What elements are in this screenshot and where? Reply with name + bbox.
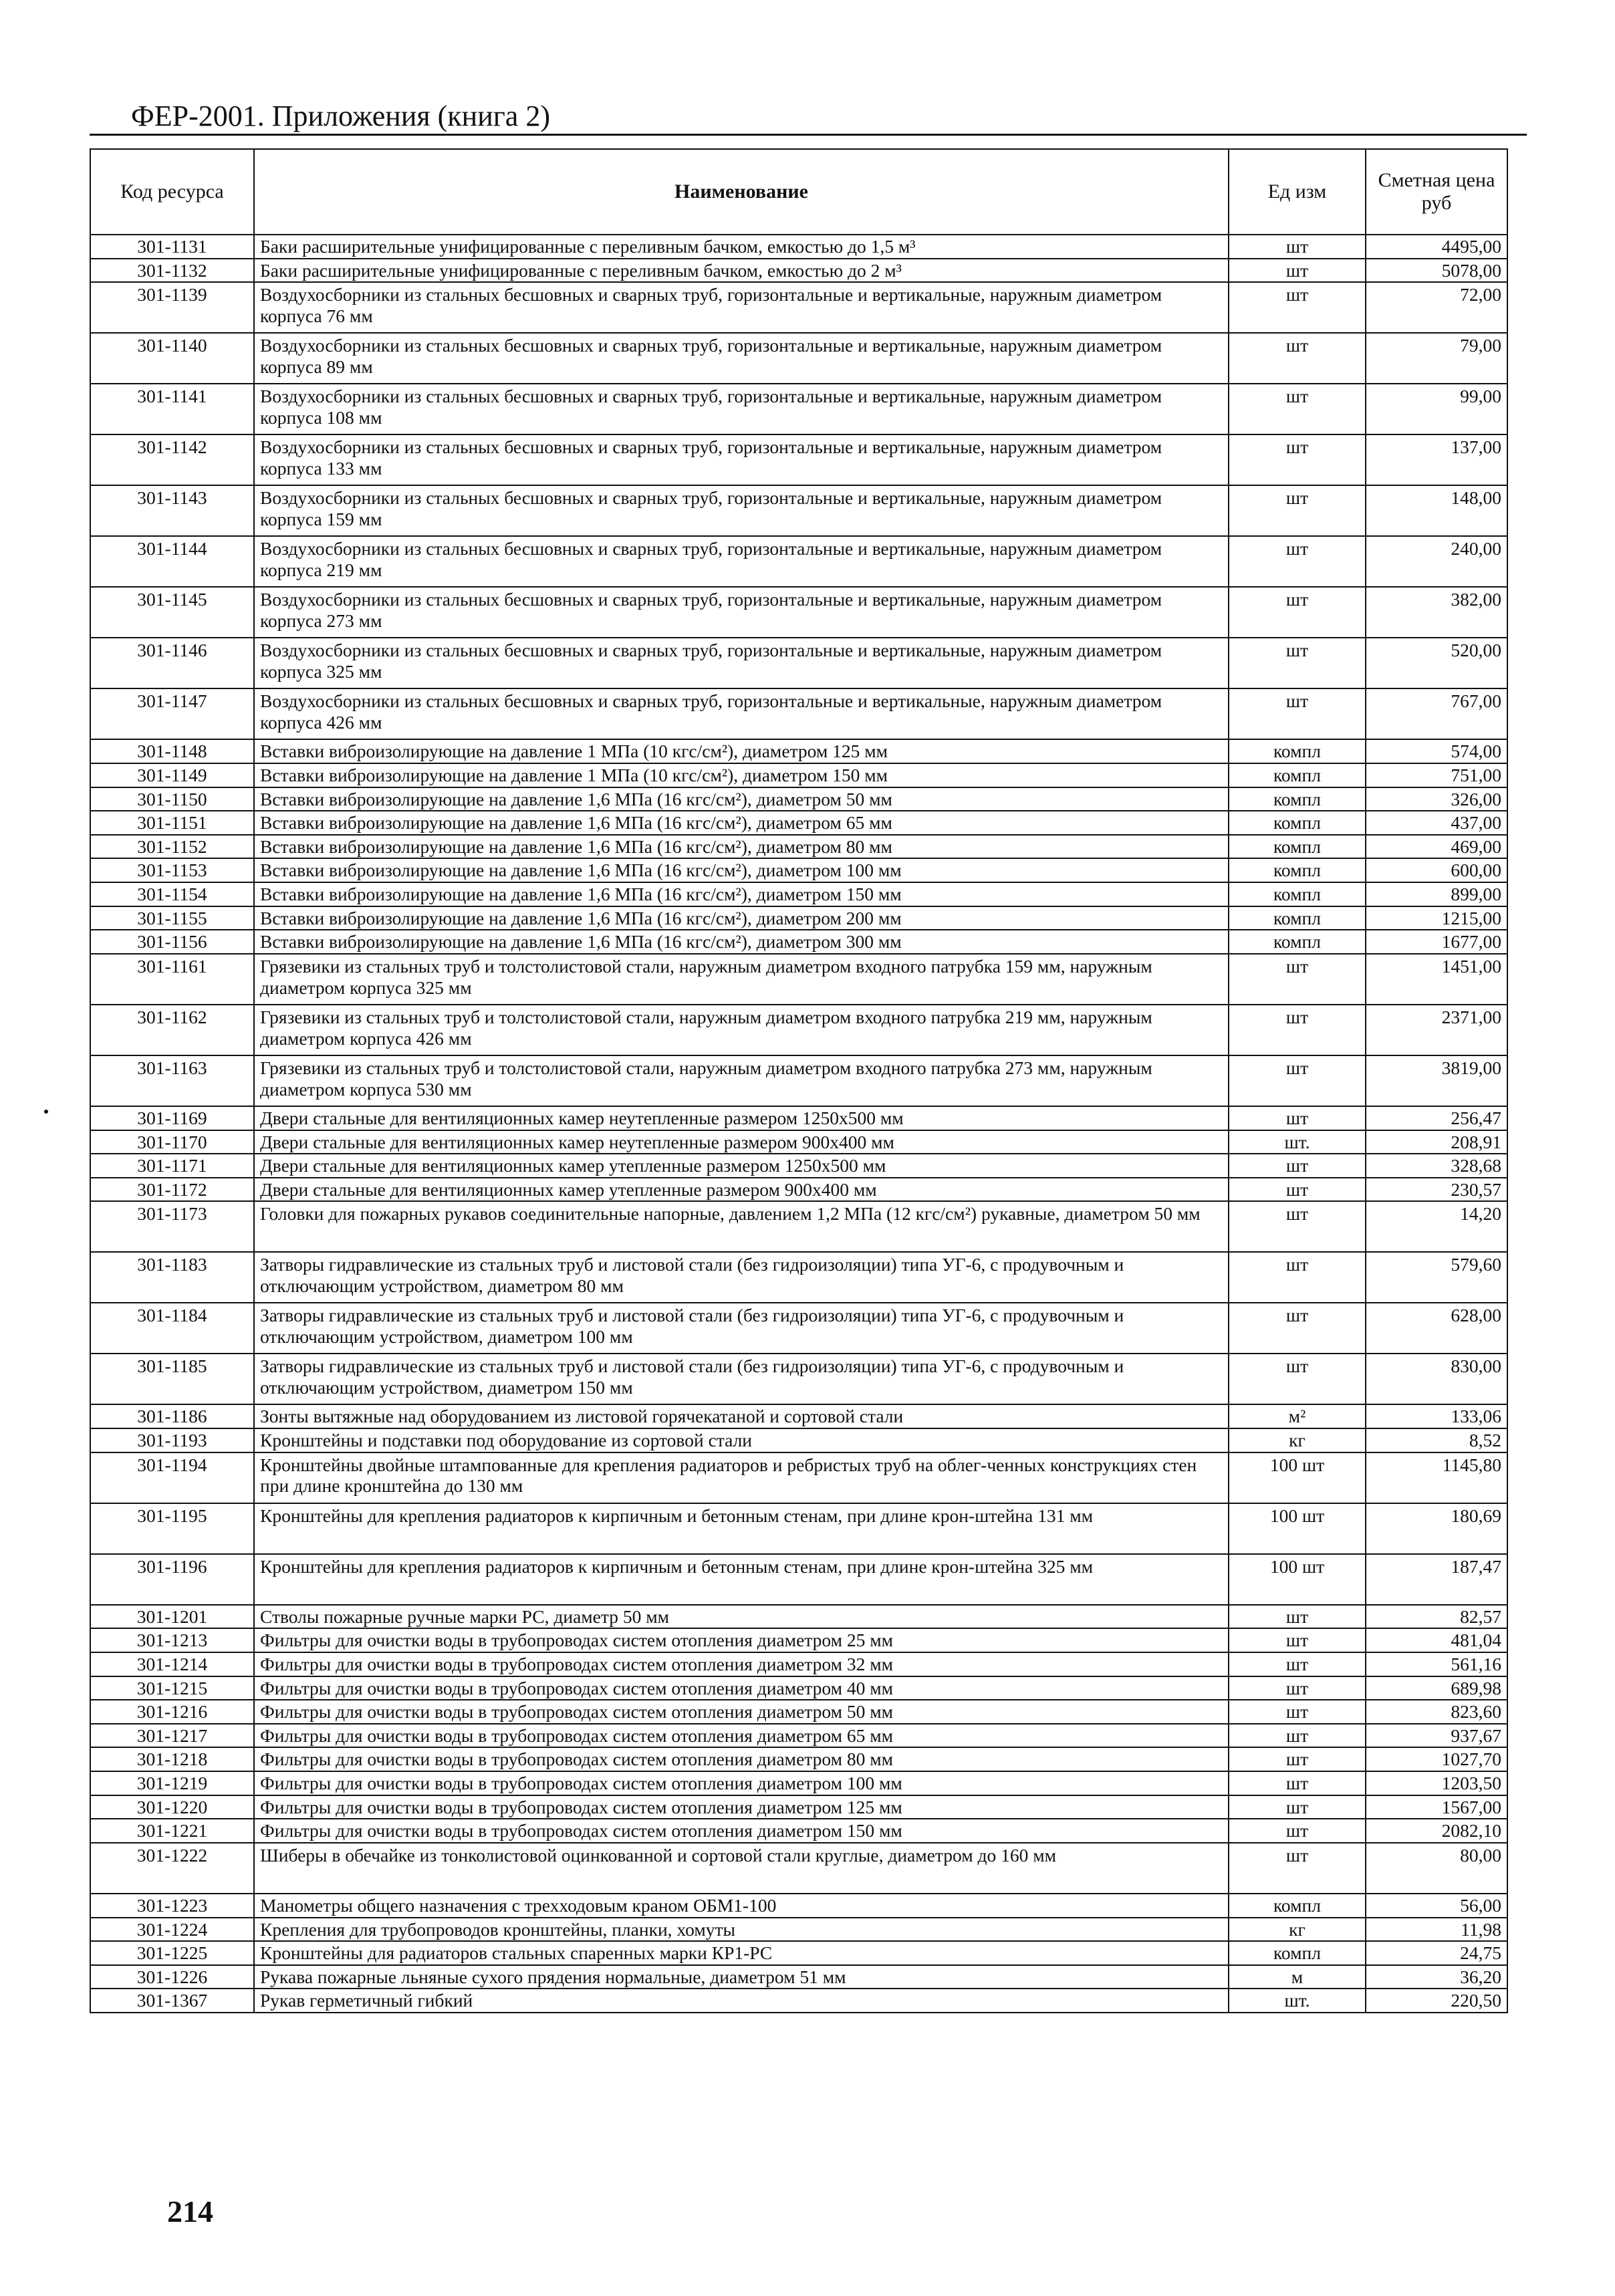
table-row <box>90 811 1507 835</box>
column-header-unit: Ед изм <box>1229 149 1366 235</box>
row-name: Воздухосборники из стальных бесшовных и сварных труб, горизонтальные и вертикальные, наружным диаметром корпуса 426 мм <box>254 688 1229 739</box>
row-code: 301-1219 <box>90 1771 254 1795</box>
table-row <box>90 906 1507 930</box>
row-unit: шт <box>1229 485 1366 536</box>
row-name: Фильтры для очистки воды в трубопроводах систем отопления диаметром 80 мм <box>254 1747 1229 1771</box>
table-row <box>90 1941 1507 1965</box>
row-name: Кронштейны для радиаторов стальных спаренных марки КР1-РС <box>254 1941 1229 1965</box>
row-code: 301-1147 <box>90 688 254 739</box>
row-code: 301-1163 <box>90 1055 254 1106</box>
row-code: 301-1201 <box>90 1605 254 1629</box>
row-name: Шиберы в обечайке из тонколистовой оцинкованной и сортовой стали круглые, диаметром до 160 мм <box>254 1843 1229 1894</box>
row-code: 301-1162 <box>90 1005 254 1055</box>
row-price: 36,20 <box>1366 1965 1507 1989</box>
row-name: Воздухосборники из стальных бесшовных и сварных труб, горизонтальные и вертикальные, наружным диаметром корпуса 325 мм <box>254 638 1229 688</box>
row-price: 11,98 <box>1366 1918 1507 1942</box>
row-price: 1145,80 <box>1366 1452 1507 1503</box>
row-price: 823,60 <box>1366 1700 1507 1724</box>
row-name: Вставки виброизолирующие на давление 1,6 МПа (16 кгс/см²), диаметром 150 мм <box>254 882 1229 906</box>
row-price: 148,00 <box>1366 485 1507 536</box>
row-unit: шт <box>1229 1724 1366 1748</box>
row-price: 4495,00 <box>1366 235 1507 259</box>
row-unit: шт <box>1229 1795 1366 1819</box>
row-name: Фильтры для очистки воды в трубопроводах систем отопления диаметром 25 мм <box>254 1628 1229 1652</box>
row-name: Вставки виброизолирующие на давление 1,6 МПа (16 кгс/см²), диаметром 100 мм <box>254 858 1229 882</box>
row-price: 751,00 <box>1366 763 1507 787</box>
row-code: 301-1367 <box>90 1989 254 2013</box>
row-name: Воздухосборники из стальных бесшовных и сварных труб, горизонтальные и вертикальные, наружным диаметром корпуса 89 мм <box>254 333 1229 384</box>
row-price: 1203,50 <box>1366 1771 1507 1795</box>
row-unit: компл <box>1229 835 1366 859</box>
row-name: Двери стальные для вентиляционных камер утепленные размером 1250х500 мм <box>254 1154 1229 1178</box>
row-code: 301-1170 <box>90 1130 254 1154</box>
row-name: Фильтры для очистки воды в трубопроводах систем отопления диаметром 32 мм <box>254 1652 1229 1676</box>
row-code: 301-1155 <box>90 906 254 930</box>
row-unit: шт <box>1229 1771 1366 1795</box>
table-row <box>90 638 1507 688</box>
row-name: Двери стальные для вентиляционных камер неутепленные размером 900х400 мм <box>254 1130 1229 1154</box>
row-unit: компл <box>1229 858 1366 882</box>
table-row <box>90 1795 1507 1819</box>
row-price: 256,47 <box>1366 1106 1507 1130</box>
row-unit: шт <box>1229 235 1366 259</box>
table-row <box>90 1724 1507 1748</box>
table-row <box>90 1676 1507 1700</box>
row-code: 301-1140 <box>90 333 254 384</box>
row-unit: шт <box>1229 587 1366 638</box>
price-table <box>90 148 1508 2013</box>
row-unit: шт <box>1229 384 1366 434</box>
row-unit: шт <box>1229 282 1366 333</box>
row-code: 301-1221 <box>90 1819 254 1843</box>
row-price: 137,00 <box>1366 434 1507 485</box>
row-code: 301-1196 <box>90 1554 254 1605</box>
row-price: 600,00 <box>1366 858 1507 882</box>
row-price: 2082,10 <box>1366 1819 1507 1843</box>
row-name: Фильтры для очистки воды в трубопроводах систем отопления диаметром 150 мм <box>254 1819 1229 1843</box>
row-name: Вставки виброизолирующие на давление 1,6 МПа (16 кгс/см²), диаметром 200 мм <box>254 906 1229 930</box>
table-row <box>90 1628 1507 1652</box>
row-code: 301-1222 <box>90 1843 254 1894</box>
row-price: 220,50 <box>1366 1989 1507 2013</box>
row-code: 301-1213 <box>90 1628 254 1652</box>
row-unit: 100 шт <box>1229 1554 1366 1605</box>
table-row <box>90 858 1507 882</box>
row-name: Воздухосборники из стальных бесшовных и сварных труб, горизонтальные и вертикальные, наружным диаметром корпуса 273 мм <box>254 587 1229 638</box>
row-unit: компл <box>1229 906 1366 930</box>
row-code: 301-1148 <box>90 739 254 763</box>
row-name: Воздухосборники из стальных бесшовных и сварных труб, горизонтальные и вертикальные, наружным диаметром корпуса 159 мм <box>254 485 1229 536</box>
row-name: Грязевики из стальных труб и толстолистовой стали, наружным диаметром входного патрубка 219 мм, наружным диаметром корпуса 426 мм <box>254 1005 1229 1055</box>
table-row <box>90 954 1507 1005</box>
row-unit: м <box>1229 1965 1366 1989</box>
table-row <box>90 1819 1507 1843</box>
table-row <box>90 1503 1507 1554</box>
table-row <box>90 1055 1507 1106</box>
row-price: 1451,00 <box>1366 954 1507 1005</box>
table-row <box>90 384 1507 434</box>
row-code: 301-1186 <box>90 1404 254 1428</box>
column-header-name: Наименование <box>254 149 1229 235</box>
row-code: 301-1153 <box>90 858 254 882</box>
row-code: 301-1169 <box>90 1106 254 1130</box>
row-name: Вставки виброизолирующие на давление 1,6 МПа (16 кгс/см²), диаметром 300 мм <box>254 930 1229 954</box>
row-name: Воздухосборники из стальных бесшовных и сварных труб, горизонтальные и вертикальные, наружным диаметром корпуса 108 мм <box>254 384 1229 434</box>
row-unit: шт <box>1229 1605 1366 1629</box>
row-price: 767,00 <box>1366 688 1507 739</box>
row-unit: шт <box>1229 638 1366 688</box>
row-price: 326,00 <box>1366 787 1507 811</box>
row-unit: шт <box>1229 1676 1366 1700</box>
row-name: Головки для пожарных рукавов соединительные напорные, давлением 1,2 МПа (12 кгс/см²) рукавные, диаметром 50 мм <box>254 1201 1229 1252</box>
table-row <box>90 930 1507 954</box>
row-price: 133,06 <box>1366 1404 1507 1428</box>
table-row <box>90 1130 1507 1154</box>
row-name: Вставки виброизолирующие на давление 1,6 МПа (16 кгс/см²), диаметром 50 мм <box>254 787 1229 811</box>
row-price: 1027,70 <box>1366 1747 1507 1771</box>
row-name: Фильтры для очистки воды в трубопроводах систем отопления диаметром 50 мм <box>254 1700 1229 1724</box>
table-row <box>90 1428 1507 1452</box>
row-unit: компл <box>1229 763 1366 787</box>
row-name: Кронштейны для крепления радиаторов к кирпичным и бетонным стенам, при длине крон-штейна 131 мм <box>254 1503 1229 1554</box>
column-header-price: Сметная цена руб <box>1366 149 1507 235</box>
row-code: 301-1139 <box>90 282 254 333</box>
row-price: 830,00 <box>1366 1354 1507 1404</box>
table-body <box>90 235 1507 2013</box>
row-unit: шт <box>1229 259 1366 283</box>
row-unit: шт <box>1229 688 1366 739</box>
row-code: 301-1224 <box>90 1918 254 1942</box>
row-code: 301-1184 <box>90 1303 254 1354</box>
page-number: 214 <box>167 2194 213 2228</box>
table-row <box>90 739 1507 763</box>
table-row <box>90 1771 1507 1795</box>
row-name: Фильтры для очистки воды в трубопроводах систем отопления диаметром 65 мм <box>254 1724 1229 1748</box>
row-name: Кронштейны для крепления радиаторов к кирпичным и бетонным стенам, при длине крон-штейна 325 мм <box>254 1554 1229 1605</box>
row-name: Затворы гидравлические из стальных труб и листовой стали (без гидроизоляции) типа УГ-6, с продувочным и отключающим устройством, диаметром 150 мм <box>254 1354 1229 1404</box>
row-unit: шт <box>1229 954 1366 1005</box>
row-price: 24,75 <box>1366 1941 1507 1965</box>
row-unit: компл <box>1229 1941 1366 1965</box>
row-price: 574,00 <box>1366 739 1507 763</box>
row-price: 3819,00 <box>1366 1055 1507 1106</box>
table-row <box>90 485 1507 536</box>
table-row <box>90 1106 1507 1130</box>
row-name: Вставки виброизолирующие на давление 1,6 МПа (16 кгс/см²), диаметром 80 мм <box>254 835 1229 859</box>
row-code: 301-1171 <box>90 1154 254 1178</box>
table-row <box>90 1303 1507 1354</box>
row-unit: шт <box>1229 1819 1366 1843</box>
table-row <box>90 235 1507 259</box>
row-code: 301-1218 <box>90 1747 254 1771</box>
row-code: 301-1142 <box>90 434 254 485</box>
row-name: Рукав герметичный гибкий <box>254 1989 1229 2013</box>
table-row <box>90 1154 1507 1178</box>
row-price: 99,00 <box>1366 384 1507 434</box>
row-price: 1567,00 <box>1366 1795 1507 1819</box>
row-price: 14,20 <box>1366 1201 1507 1252</box>
row-price: 79,00 <box>1366 333 1507 384</box>
row-price: 469,00 <box>1366 835 1507 859</box>
row-name: Кронштейны двойные штампованные для крепления радиаторов и ребристых труб на облег-ченных конструкциях стен при длине кронштейна до 130 мм <box>254 1452 1229 1503</box>
row-code: 301-1132 <box>90 259 254 283</box>
row-name: Фильтры для очистки воды в трубопроводах систем отопления диаметром 125 мм <box>254 1795 1229 1819</box>
table-row <box>90 434 1507 485</box>
table-row <box>90 1965 1507 1989</box>
row-price: 899,00 <box>1366 882 1507 906</box>
row-name: Воздухосборники из стальных бесшовных и сварных труб, горизонтальные и вертикальные, наружным диаметром корпуса 219 мм <box>254 536 1229 587</box>
row-price: 72,00 <box>1366 282 1507 333</box>
table-row <box>90 1005 1507 1055</box>
row-unit: шт. <box>1229 1989 1366 2013</box>
header-rule <box>90 134 1527 136</box>
row-name: Баки расширительные унифицированные с переливным бачком, емкостью до 2 м³ <box>254 259 1229 283</box>
row-price: 937,67 <box>1366 1724 1507 1748</box>
row-code: 301-1194 <box>90 1452 254 1503</box>
row-unit: м² <box>1229 1404 1366 1428</box>
row-price: 1215,00 <box>1366 906 1507 930</box>
table-row <box>90 1700 1507 1724</box>
row-price: 240,00 <box>1366 536 1507 587</box>
row-code: 301-1172 <box>90 1178 254 1202</box>
row-unit: шт <box>1229 1005 1366 1055</box>
table-row <box>90 1178 1507 1202</box>
row-price: 520,00 <box>1366 638 1507 688</box>
row-price: 579,60 <box>1366 1252 1507 1303</box>
row-name: Фильтры для очистки воды в трубопроводах систем отопления диаметром 100 мм <box>254 1771 1229 1795</box>
row-unit: шт <box>1229 1354 1366 1404</box>
row-unit: компл <box>1229 811 1366 835</box>
row-unit: шт <box>1229 434 1366 485</box>
row-unit: шт <box>1229 1303 1366 1354</box>
row-code: 301-1151 <box>90 811 254 835</box>
table-row <box>90 259 1507 283</box>
row-name: Воздухосборники из стальных бесшовных и сварных труб, горизонтальные и вертикальные, наружным диаметром корпуса 133 мм <box>254 434 1229 485</box>
table-row <box>90 1404 1507 1428</box>
row-code: 301-1143 <box>90 485 254 536</box>
row-code: 301-1214 <box>90 1652 254 1676</box>
row-code: 301-1145 <box>90 587 254 638</box>
row-unit: шт <box>1229 1201 1366 1252</box>
row-unit: кг <box>1229 1428 1366 1452</box>
row-price: 187,47 <box>1366 1554 1507 1605</box>
table-row <box>90 1252 1507 1303</box>
row-price: 5078,00 <box>1366 259 1507 283</box>
table-row <box>90 1452 1507 1503</box>
table-row <box>90 1894 1507 1918</box>
row-name: Двери стальные для вентиляционных камер неутепленные размером 1250х500 мм <box>254 1106 1229 1130</box>
row-name: Вставки виброизолирующие на давление 1 МПа (10 кгс/см²), диаметром 150 мм <box>254 763 1229 787</box>
row-code: 301-1223 <box>90 1894 254 1918</box>
row-unit: 100 шт <box>1229 1452 1366 1503</box>
row-code: 301-1216 <box>90 1700 254 1724</box>
row-name: Крепления для трубопроводов кронштейны, планки, хомуты <box>254 1918 1229 1942</box>
row-code: 301-1217 <box>90 1724 254 1748</box>
row-code: 301-1225 <box>90 1941 254 1965</box>
row-name: Затворы гидравлические из стальных труб и листовой стали (без гидроизоляции) типа УГ-6, с продувочным и отключающим устройством, диаметром 100 мм <box>254 1303 1229 1354</box>
row-unit: шт <box>1229 1652 1366 1676</box>
row-code: 301-1156 <box>90 930 254 954</box>
row-price: 561,16 <box>1366 1652 1507 1676</box>
row-price: 481,04 <box>1366 1628 1507 1652</box>
row-price: 80,00 <box>1366 1843 1507 1894</box>
row-name: Зонты вытяжные над оборудованием из листовой горячекатаной и сортовой стали <box>254 1404 1229 1428</box>
row-unit: шт <box>1229 1252 1366 1303</box>
table-row <box>90 688 1507 739</box>
table-row <box>90 1989 1507 2013</box>
table-row <box>90 1652 1507 1676</box>
row-unit: шт <box>1229 1055 1366 1106</box>
table-row <box>90 536 1507 587</box>
row-price: 230,57 <box>1366 1178 1507 1202</box>
row-unit: шт <box>1229 1700 1366 1724</box>
row-code: 301-1161 <box>90 954 254 1005</box>
row-code: 301-1183 <box>90 1252 254 1303</box>
table-header-row <box>90 149 1507 235</box>
row-unit: шт <box>1229 536 1366 587</box>
table-row <box>90 1843 1507 1894</box>
row-name: Воздухосборники из стальных бесшовных и сварных труб, горизонтальные и вертикальные, наружным диаметром корпуса 76 мм <box>254 282 1229 333</box>
row-unit: кг <box>1229 1918 1366 1942</box>
row-code: 301-1173 <box>90 1201 254 1252</box>
row-name: Фильтры для очистки воды в трубопроводах систем отопления диаметром 40 мм <box>254 1676 1229 1700</box>
row-code: 301-1141 <box>90 384 254 434</box>
row-code: 301-1152 <box>90 835 254 859</box>
column-header-code: Код ресурса <box>90 149 254 235</box>
table-row <box>90 835 1507 859</box>
row-code: 301-1193 <box>90 1428 254 1452</box>
table-row <box>90 587 1507 638</box>
table-row <box>90 1201 1507 1252</box>
row-price: 8,52 <box>1366 1428 1507 1452</box>
row-price: 2371,00 <box>1366 1005 1507 1055</box>
row-price: 382,00 <box>1366 587 1507 638</box>
scan-mark <box>44 1110 48 1114</box>
row-price: 82,57 <box>1366 1605 1507 1629</box>
row-price: 180,69 <box>1366 1503 1507 1554</box>
row-code: 301-1144 <box>90 536 254 587</box>
row-unit: шт <box>1229 1178 1366 1202</box>
row-code: 301-1131 <box>90 235 254 259</box>
table-row <box>90 1605 1507 1629</box>
row-unit: компл <box>1229 882 1366 906</box>
table-row <box>90 1918 1507 1942</box>
row-unit: шт <box>1229 1628 1366 1652</box>
row-price: 328,68 <box>1366 1154 1507 1178</box>
row-name: Двери стальные для вентиляционных камер утепленные размером 900х400 мм <box>254 1178 1229 1202</box>
row-code: 301-1226 <box>90 1965 254 1989</box>
row-unit: компл <box>1229 1894 1366 1918</box>
row-name: Вставки виброизолирующие на давление 1,6 МПа (16 кгс/см²), диаметром 65 мм <box>254 811 1229 835</box>
page-header: ФЕР-2001. Приложения (книга 2) <box>131 100 550 132</box>
row-price: 1677,00 <box>1366 930 1507 954</box>
row-unit: шт <box>1229 1154 1366 1178</box>
table-row <box>90 787 1507 811</box>
row-name: Баки расширительные унифицированные с переливным бачком, емкостью до 1,5 м³ <box>254 235 1229 259</box>
row-unit: компл <box>1229 787 1366 811</box>
row-unit: компл <box>1229 930 1366 954</box>
row-name: Манометры общего назначения с трехходовым краном ОБМ1-100 <box>254 1894 1229 1918</box>
row-code: 301-1215 <box>90 1676 254 1700</box>
row-unit: 100 шт <box>1229 1503 1366 1554</box>
row-unit: компл <box>1229 739 1366 763</box>
table-row <box>90 1554 1507 1605</box>
row-unit: шт <box>1229 333 1366 384</box>
row-code: 301-1149 <box>90 763 254 787</box>
row-name: Стволы пожарные ручные марки РС, диаметр 50 мм <box>254 1605 1229 1629</box>
row-code: 301-1150 <box>90 787 254 811</box>
row-price: 689,98 <box>1366 1676 1507 1700</box>
row-code: 301-1195 <box>90 1503 254 1554</box>
table-row <box>90 282 1507 333</box>
row-code: 301-1220 <box>90 1795 254 1819</box>
row-name: Кронштейны и подставки под оборудование из сортовой стали <box>254 1428 1229 1452</box>
row-code: 301-1185 <box>90 1354 254 1404</box>
table-row <box>90 882 1507 906</box>
table-row <box>90 763 1507 787</box>
table-row <box>90 333 1507 384</box>
row-unit: шт <box>1229 1106 1366 1130</box>
row-price: 208,91 <box>1366 1130 1507 1154</box>
table-row <box>90 1747 1507 1771</box>
row-name: Затворы гидравлические из стальных труб и листовой стали (без гидроизоляции) типа УГ-6, с продувочным и отключающим устройством, диаметром 80 мм <box>254 1252 1229 1303</box>
row-price: 56,00 <box>1366 1894 1507 1918</box>
row-name: Грязевики из стальных труб и толстолистовой стали, наружным диаметром входного патрубка 273 мм, наружным диаметром корпуса 530 мм <box>254 1055 1229 1106</box>
row-name: Грязевики из стальных труб и толстолистовой стали, наружным диаметром входного патрубка 159 мм, наружным диаметром корпуса 325 мм <box>254 954 1229 1005</box>
row-unit: шт <box>1229 1843 1366 1894</box>
row-unit: шт. <box>1229 1130 1366 1154</box>
row-name: Рукава пожарные льняные сухого прядения нормальные, диаметром 51 мм <box>254 1965 1229 1989</box>
row-name: Вставки виброизолирующие на давление 1 МПа (10 кгс/см²), диаметром 125 мм <box>254 739 1229 763</box>
row-code: 301-1154 <box>90 882 254 906</box>
row-price: 628,00 <box>1366 1303 1507 1354</box>
row-unit: шт <box>1229 1747 1366 1771</box>
table-row <box>90 1354 1507 1404</box>
row-code: 301-1146 <box>90 638 254 688</box>
row-price: 437,00 <box>1366 811 1507 835</box>
